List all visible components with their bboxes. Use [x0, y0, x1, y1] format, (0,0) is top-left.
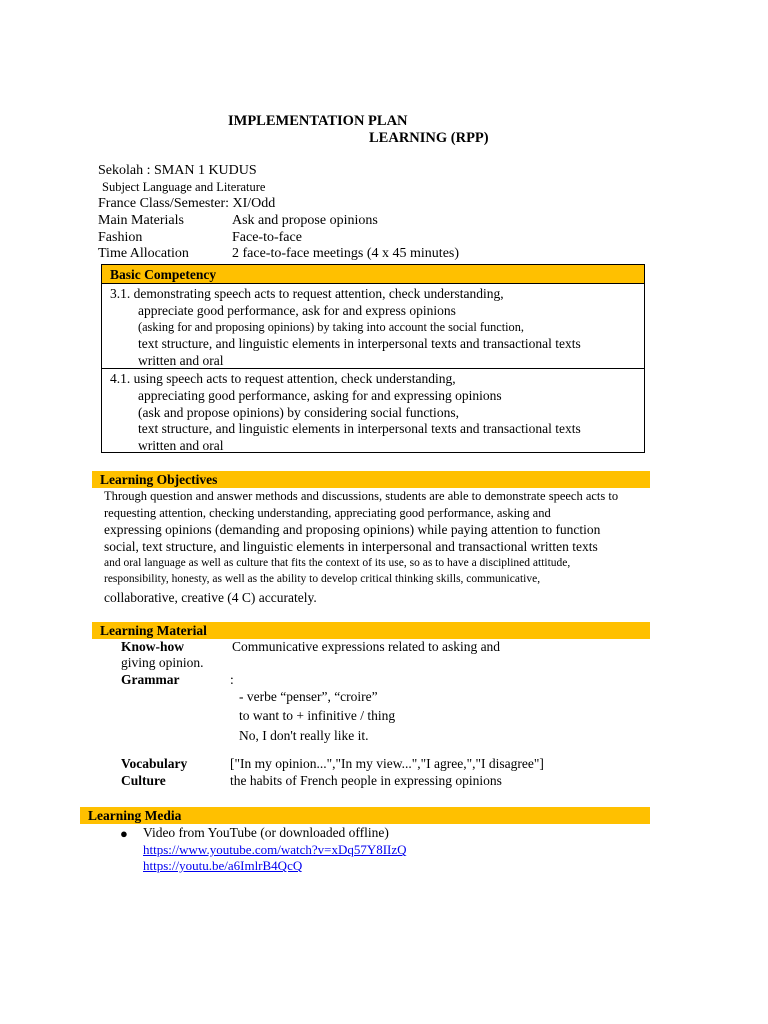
- learning-objectives-heading: Learning Objectives: [92, 471, 650, 488]
- knowhow-value: Communicative expressions related to asking and: [232, 639, 501, 654]
- objectives-line-2: requesting attention, checking understanding, appreciating good performance, asking and: [104, 506, 551, 520]
- competency-4-1-line-4: text structure, and linguistic elements in interpersonal texts and transactional texts: [138, 421, 581, 436]
- competency-3-1-line-3: (asking for and proposing opinions) by taking into account the social function,: [138, 320, 524, 334]
- school-line: Sekolah : SMAN 1 KUDUS: [98, 163, 257, 178]
- main-materials-label: Main Materials: [98, 213, 184, 228]
- objectives-line-5: and oral language as well as culture that fits the context of its use, so as to have a disciplined attitude,: [104, 557, 571, 569]
- competency-4-1-line-1: 4.1. using speech acts to request attention, check understanding,: [110, 371, 456, 386]
- knowhow-continuation: giving opinion.: [121, 655, 204, 670]
- fashion-value: Face-to-face: [232, 230, 302, 245]
- objectives-line-6: responsibility, honesty, as well as the ability to develop critical thinking skills, communicative,: [104, 573, 541, 585]
- competency-3-1-line-5: written and oral: [138, 353, 224, 368]
- vocabulary-label: Vocabulary: [121, 756, 188, 771]
- grammar-line-1: - verbe “penser”, “croire”: [239, 689, 378, 704]
- page-title-line-2: LEARNING (RPP): [369, 130, 489, 146]
- grammar-label: Grammar: [121, 672, 180, 687]
- competency-3-1-line-4: text structure, and linguistic elements in interpersonal texts and transactional texts: [138, 336, 581, 351]
- knowhow-label: Know-how: [121, 639, 185, 654]
- subject-line: Subject Language and Literature: [102, 180, 266, 194]
- competency-3-1-line-2: appreciate good performance, ask for and express opinions: [138, 303, 456, 318]
- competency-3-1-line-1: 3.1. demonstrating speech acts to request attention, check understanding,: [110, 286, 504, 301]
- competency-divider: [102, 368, 644, 369]
- main-materials-value: Ask and propose opinions: [232, 213, 378, 228]
- bullet-icon: ●: [120, 826, 128, 841]
- objectives-line-7: collaborative, creative (4 C) accurately.: [104, 590, 317, 605]
- basic-competency-table: [101, 264, 645, 453]
- page-title-line-1: IMPLEMENTATION PLAN: [228, 113, 408, 129]
- time-allocation-value: 2 face-to-face meetings (4 x 45 minutes): [232, 246, 460, 261]
- learning-material-heading: Learning Material: [92, 622, 650, 639]
- youtube-link-1[interactable]: https://www.youtube.com/watch?v=xDq57Y8IIzQ: [143, 842, 407, 857]
- competency-4-1-line-3: (ask and propose opinions) by considering social functions,: [138, 405, 459, 420]
- grammar-line-3: No, I don't really like it.: [239, 728, 369, 743]
- vocabulary-value: ["In my opinion...","In my view...","I agree,","I disagree"]: [230, 756, 544, 771]
- culture-value: the habits of French people in expressing opinions: [230, 773, 502, 788]
- youtube-link-2[interactable]: https://youtu.be/a6ImlrB4QcQ: [143, 858, 303, 873]
- objectives-line-4: social, text structure, and linguistic elements in interpersonal and transactional written texts: [104, 539, 598, 554]
- objectives-line-3: expressing opinions (demanding and proposing opinions) while paying attention to function: [104, 522, 601, 537]
- competency-4-1-line-2: appreciating good performance, asking for and expressing opinions: [138, 388, 502, 403]
- competency-4-1-line-5: written and oral: [138, 438, 224, 453]
- time-allocation-label: Time Allocation: [98, 246, 189, 261]
- fashion-label: Fashion: [98, 230, 143, 245]
- grammar-colon: :: [230, 672, 234, 687]
- objectives-line-1: Through question and answer methods and discussions, students are able to demonstrate speech acts to: [104, 489, 619, 503]
- culture-label: Culture: [121, 773, 166, 788]
- media-item-video: Video from YouTube (or downloaded offline): [143, 825, 389, 840]
- learning-media-heading: Learning Media: [80, 807, 650, 824]
- class-semester-line: France Class/Semester: XI/Odd: [98, 196, 276, 211]
- basic-competency-heading: Basic Competency: [102, 265, 644, 284]
- grammar-line-2: to want to + infinitive / thing: [239, 708, 396, 723]
